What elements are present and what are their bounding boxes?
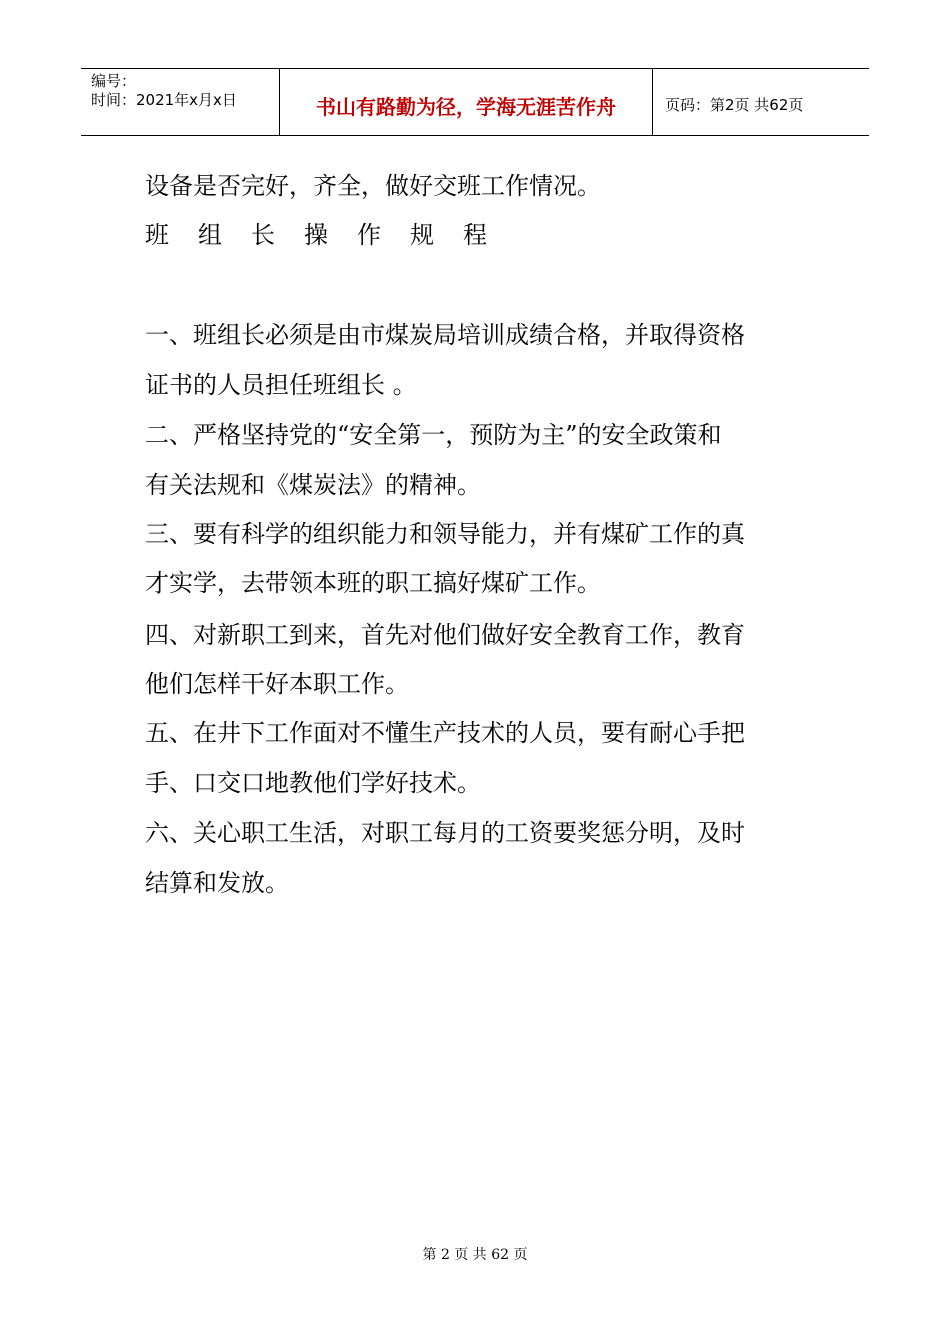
header-motto: 书山有路勤为径，学海无涯苦作舟 bbox=[316, 95, 616, 119]
document-number-label: 编号： bbox=[91, 72, 137, 90]
body-line: 有关法规和《煤炭法》的精神。 bbox=[145, 471, 481, 499]
document-header bbox=[81, 68, 869, 136]
body-line: 结算和发放。 bbox=[145, 869, 289, 897]
header-page-info: 页码：第2页 共62页 bbox=[665, 96, 804, 114]
body-line: 六、关心职工生活，对职工每月的工资要奖惩分明，及时 bbox=[145, 819, 745, 847]
body-line: 二、严格坚持党的“安全第一，预防为主”的安全政策和 bbox=[145, 421, 722, 449]
section-title: 班组长操作规程 bbox=[145, 221, 516, 249]
header-page-cell bbox=[653, 69, 869, 135]
body-line: 设备是否完好，齐全，做好交班工作情况。 bbox=[145, 172, 601, 200]
body-line: 才实学，去带领本班的职工搞好煤矿工作。 bbox=[145, 569, 601, 597]
page-footer: 第 2 页 共 62 页 bbox=[422, 1247, 528, 1263]
body-line: 三、要有科学的组织能力和领导能力，并有煤矿工作的真 bbox=[145, 520, 745, 548]
body-line: 证书的人员担任班组长 。 bbox=[145, 371, 417, 399]
body-line: 四、对新职工到来，首先对他们做好安全教育工作，教育 bbox=[145, 621, 745, 649]
body-line: 他们怎样干好本职工作。 bbox=[145, 670, 409, 698]
document-date-label: 时间：2021年x月x日 bbox=[91, 91, 237, 109]
body-line: 一、班组长必须是由市煤炭局培训成绩合格，并取得资格 bbox=[145, 321, 745, 349]
body-line: 五、在井下工作面对不懂生产技术的人员，要有耐心手把 bbox=[145, 719, 745, 747]
body-line: 手、口交口地教他们学好技术。 bbox=[145, 769, 481, 797]
header-motto-cell bbox=[279, 69, 653, 135]
header-meta-cell bbox=[81, 69, 279, 135]
